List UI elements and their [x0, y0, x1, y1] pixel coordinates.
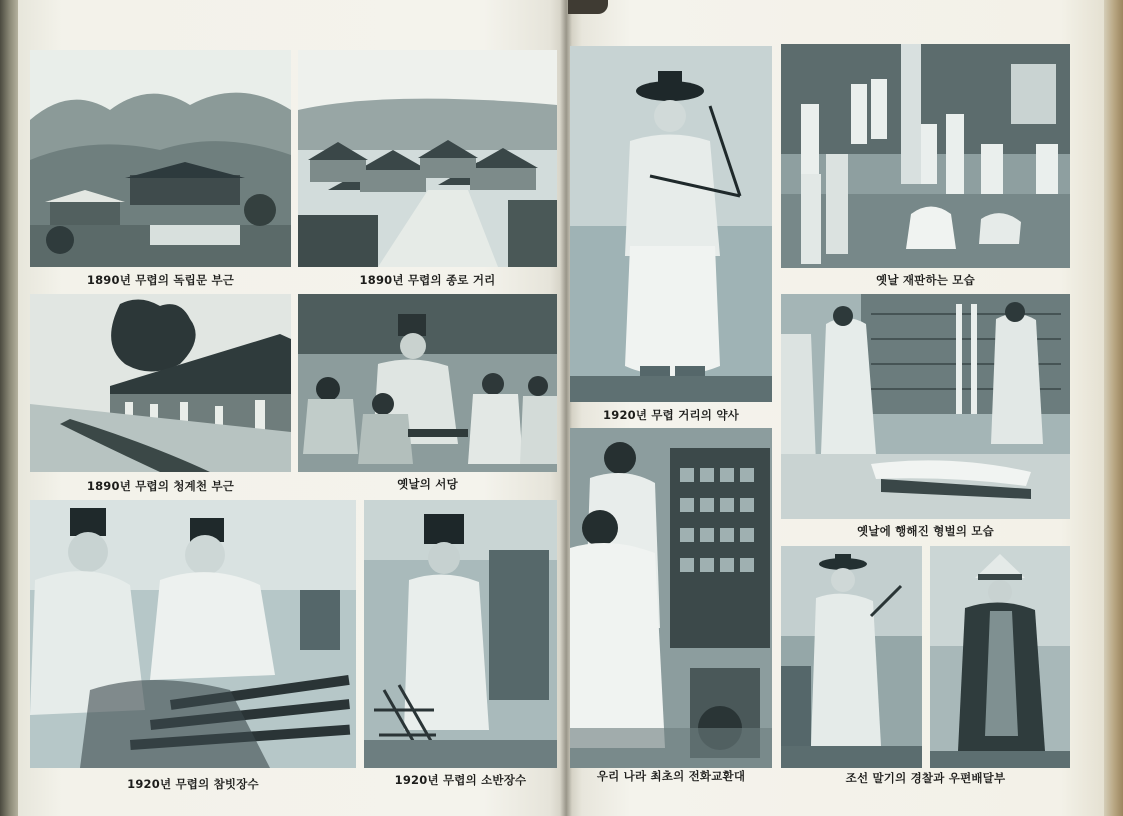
- photo-cheonggyecheon: [30, 294, 291, 472]
- photo-old-seodang: [298, 294, 557, 472]
- book-edge-right: [1103, 0, 1123, 816]
- caption-jongno-street: 1890년 무렵의 종로 거리: [359, 273, 496, 287]
- book-spine-top: [568, 0, 608, 14]
- caption-old-trial: 옛날 재판하는 모습: [876, 273, 975, 287]
- caption-old-punishment: 옛날에 행해진 형벌의 모습: [856, 524, 994, 538]
- caption-comb-seller: 1920년 무렵의 참빗장수: [127, 777, 259, 791]
- photo-old-punishment: [781, 294, 1070, 519]
- caption-joseon-police-mail-carrier: 조선 말기의 경찰과 우편배달부: [845, 771, 1006, 785]
- photo-first-telephone-exchange: [570, 428, 772, 768]
- photo-old-trial: [781, 44, 1070, 268]
- photo-independence-gate: [30, 50, 291, 267]
- caption-first-telephone-exchange: 우리 나라 최초의 전화교환대: [596, 769, 746, 783]
- caption-table-seller: 1920년 무렵의 소반장수: [394, 773, 527, 787]
- caption-independence-gate: 1890년 무렵의 독립문 부근: [86, 273, 235, 287]
- photo-comb-seller: [30, 500, 356, 768]
- photo-joseon-police: [781, 546, 922, 768]
- caption-cheonggyecheon: 1890년 무렵의 청계천 부근: [86, 479, 235, 493]
- photo-joseon-mail-carrier: [930, 546, 1070, 768]
- caption-old-seodang: 옛날의 서당: [397, 477, 458, 491]
- photo-table-seller: [364, 500, 557, 768]
- photo-jongno-street: [298, 50, 557, 267]
- photo-street-pharmacist: [570, 46, 772, 402]
- caption-street-pharmacist: 1920년 무렵 거리의 약사: [603, 408, 739, 422]
